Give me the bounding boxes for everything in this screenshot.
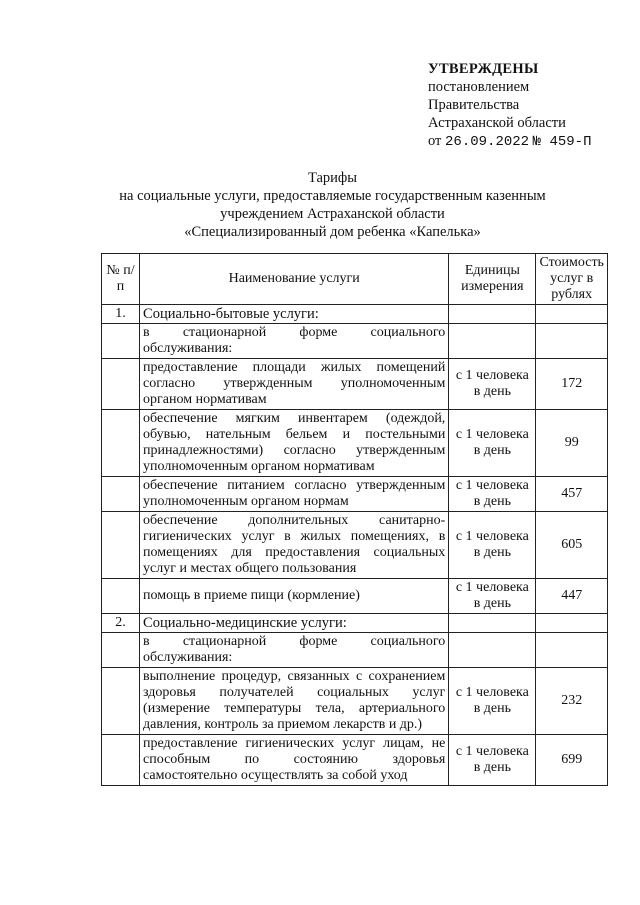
- row-unit: [449, 324, 536, 359]
- row-num: [102, 410, 140, 477]
- table-row: [102, 668, 608, 735]
- row-num: [102, 477, 140, 512]
- row-service-name: в стационарной форме социального обслуживания:: [140, 324, 449, 359]
- approval-number: № 459-П: [532, 134, 592, 150]
- row-num: [102, 735, 140, 786]
- tariffs-table: [101, 253, 608, 786]
- table-row: [102, 614, 608, 633]
- row-unit: с 1 человека в день: [449, 477, 536, 512]
- row-price: [536, 324, 608, 359]
- table-row: [102, 512, 608, 579]
- row-service-name: Социально-медицинские услуги:: [140, 614, 449, 633]
- table-row: [102, 324, 608, 359]
- row-num: [102, 324, 140, 359]
- row-unit: с 1 человека в день: [449, 410, 536, 477]
- approval-block: [428, 60, 591, 151]
- row-price: 699: [536, 735, 608, 786]
- row-service-name: предоставление площади жилых помещений согласно утвержденным уполномоченным органом нормативам: [140, 359, 449, 410]
- row-num: 1.: [102, 305, 140, 324]
- row-unit: с 1 человека в день: [449, 735, 536, 786]
- document-heading: [100, 169, 565, 241]
- row-num: [102, 359, 140, 410]
- table-row: [102, 305, 608, 324]
- table-row: [102, 477, 608, 512]
- row-service-name: Социально-бытовые услуги:: [140, 305, 449, 324]
- row-service-name: помощь в приеме пищи (кормление): [140, 579, 449, 614]
- document-title: Тарифы: [307, 170, 358, 186]
- row-service-name: обеспечение мягким инвентарем (одеждой, обувью, нательным бельем и постельными принадлежностями) согласно утвержденным уполномоченным органом нормативам: [140, 410, 449, 477]
- table-row: [102, 633, 608, 668]
- row-service-name: обеспечение питанием согласно утвержденным уполномоченным органом нормам: [140, 477, 449, 512]
- heading-line-2: учреждением Астраханской области: [220, 206, 445, 222]
- row-num: [102, 633, 140, 668]
- row-service-name: предоставление гигиенических услуг лицам, не способным по состоянию здоровья самостоятельно осуществлять за собой уход: [140, 735, 449, 786]
- row-unit: [449, 633, 536, 668]
- table-row: [102, 579, 608, 614]
- row-unit: с 1 человека в день: [449, 359, 536, 410]
- row-num: [102, 512, 140, 579]
- row-price: [536, 633, 608, 668]
- row-price: 605: [536, 512, 608, 579]
- row-service-name: в стационарной форме социального обслуживания:: [140, 633, 449, 668]
- row-price: 99: [536, 410, 608, 477]
- approval-date: 26.09.2022: [445, 134, 530, 150]
- header-unit: Единицы измерения: [449, 254, 536, 305]
- row-service-name: выполнение процедур, связанных с сохранением здоровья получателей социальных услуг (измерение температуры тела, артериального давления, контроль за приемом лекарств и др.): [140, 668, 449, 735]
- approval-line-1: постановлением: [428, 79, 530, 95]
- row-price: 457: [536, 477, 608, 512]
- row-price: 232: [536, 668, 608, 735]
- row-num: [102, 579, 140, 614]
- approval-date-line: [428, 132, 591, 151]
- approval-title: УТВЕРЖДЕНЫ: [428, 61, 539, 77]
- row-unit: [449, 305, 536, 324]
- row-price: 172: [536, 359, 608, 410]
- row-price: [536, 305, 608, 324]
- header-price: Стоимость услуг в рублях: [536, 254, 608, 305]
- row-price: [536, 614, 608, 633]
- row-unit: с 1 человека в день: [449, 668, 536, 735]
- approval-line-3: Астраханской области: [428, 115, 566, 131]
- table-row: [102, 359, 608, 410]
- row-unit: с 1 человека в день: [449, 512, 536, 579]
- approval-date-prefix: от: [428, 133, 442, 149]
- header-num: № п/п: [102, 254, 140, 305]
- row-num: 2.: [102, 614, 140, 633]
- row-num: [102, 668, 140, 735]
- table-header-row: [102, 254, 608, 305]
- row-price: 447: [536, 579, 608, 614]
- row-unit: с 1 человека в день: [449, 579, 536, 614]
- heading-line-3: «Специализированный дом ребенка «Капелька»: [184, 224, 481, 240]
- table-row: [102, 410, 608, 477]
- header-name: Наименование услуги: [140, 254, 449, 305]
- heading-line-1: на социальные услуги, предоставляемые государственным казенным: [119, 188, 546, 204]
- table-row: [102, 735, 608, 786]
- row-service-name: обеспечение дополнительных санитарно-гигиенических услуг в жилых помещениях, в помещениях для предоставления социальных услуг и местах общего пользования: [140, 512, 449, 579]
- approval-line-2: Правительства: [428, 97, 520, 113]
- row-unit: [449, 614, 536, 633]
